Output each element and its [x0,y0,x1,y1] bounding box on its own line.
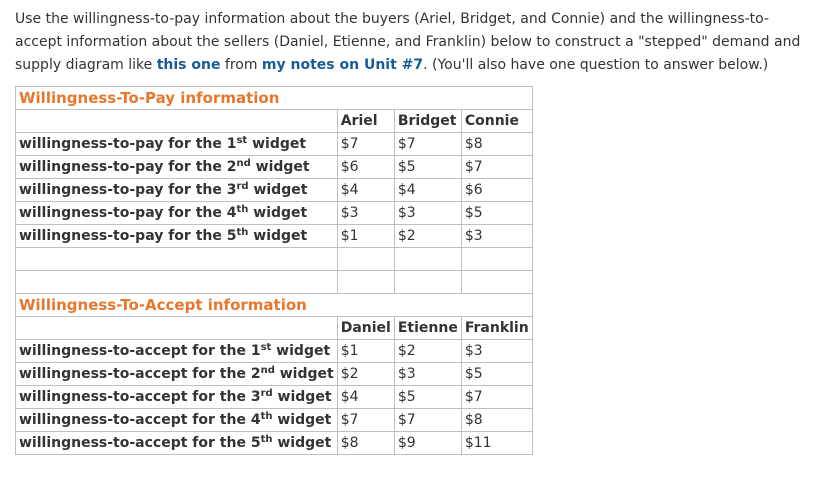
wta-cell: $11 [461,432,532,455]
wtp-title-row [16,87,533,110]
wtp-cell: $1 [337,225,394,248]
wtp-cell: $7 [461,156,532,179]
wta-cell: $1 [337,340,394,363]
wtp-cell: $7 [337,133,394,156]
wtp-cell: $8 [461,133,532,156]
wtp-header-ariel: Ariel [337,110,394,133]
wta-title-row [16,294,533,317]
wta-header-empty [16,317,338,340]
intro-text-3: . (You'll also have one question to answer below.) [423,57,769,73]
wtp-cell: $6 [337,156,394,179]
wtp-cell: $5 [461,202,532,225]
wtp-cell: $7 [394,133,461,156]
wta-row-label: willingness-to-accept for the 5th widget [16,432,338,455]
wtp-header-bridget: Bridget [394,110,461,133]
blank-row [16,271,533,294]
wta-row-label: willingness-to-accept for the 1st widget [16,340,338,363]
wta-cell: $4 [337,386,394,409]
wta-cell: $3 [394,363,461,386]
wta-row-label: willingness-to-accept for the 2nd widget [16,363,338,386]
intro-paragraph [15,8,805,77]
wtp-row-5 [16,225,533,248]
wtp-row-label: willingness-to-pay for the 1st widget [16,133,338,156]
wtp-row-4 [16,202,533,225]
wtp-row-2 [16,156,533,179]
intro-text-2: from [220,57,262,73]
wta-section-title: Willingness-To-Accept information [16,294,533,317]
wta-cell: $8 [337,432,394,455]
wta-header-row [16,317,533,340]
wtp-section-title: Willingness-To-Pay information [16,87,533,110]
wtp-cell: $3 [461,225,532,248]
wta-row-1 [16,340,533,363]
wtp-cell: $5 [394,156,461,179]
wta-header-franklin: Franklin [461,317,532,340]
wta-row-4 [16,409,533,432]
wta-cell: $3 [461,340,532,363]
willingness-table [15,86,533,455]
wtp-cell: $3 [337,202,394,225]
wtp-cell: $2 [394,225,461,248]
wtp-row-label: willingness-to-pay for the 2nd widget [16,156,338,179]
wta-row-3 [16,386,533,409]
wta-row-label: willingness-to-accept for the 3rd widget [16,386,338,409]
this-one-link[interactable]: this one [156,57,221,73]
wta-row-label: willingness-to-accept for the 4th widget [16,409,338,432]
wta-row-5 [16,432,533,455]
wtp-cell: $6 [461,179,532,202]
wta-cell: $5 [461,363,532,386]
wtp-header-empty [16,110,338,133]
wta-cell: $7 [461,386,532,409]
unit7-notes-link[interactable]: my notes on Unit #7 [261,57,424,73]
wtp-header-connie: Connie [461,110,532,133]
intro-text-1: Use the willingness-to-pay information about the buyers (Ariel, Bridget, and Connie) and the willingness-to-accept information about the sellers (Daniel, Etienne, and Franklin) below to construct a "stepped" demand and supply diagram like [15,11,801,73]
wta-header-etienne: Etienne [394,317,461,340]
wta-cell: $7 [394,409,461,432]
wtp-row-label: willingness-to-pay for the 3rd widget [16,179,338,202]
wta-row-2 [16,363,533,386]
wtp-row-1 [16,133,533,156]
wta-cell: $8 [461,409,532,432]
wtp-row-label: willingness-to-pay for the 5th widget [16,225,338,248]
wta-cell: $5 [394,386,461,409]
wta-cell: $9 [394,432,461,455]
wta-header-daniel: Daniel [337,317,394,340]
wtp-header-row [16,110,533,133]
wta-cell: $2 [337,363,394,386]
wta-cell: $2 [394,340,461,363]
wtp-row-label: willingness-to-pay for the 4th widget [16,202,338,225]
wtp-cell: $4 [394,179,461,202]
wtp-cell: $3 [394,202,461,225]
wtp-row-3 [16,179,533,202]
wta-cell: $7 [337,409,394,432]
blank-row [16,248,533,271]
wtp-cell: $4 [337,179,394,202]
